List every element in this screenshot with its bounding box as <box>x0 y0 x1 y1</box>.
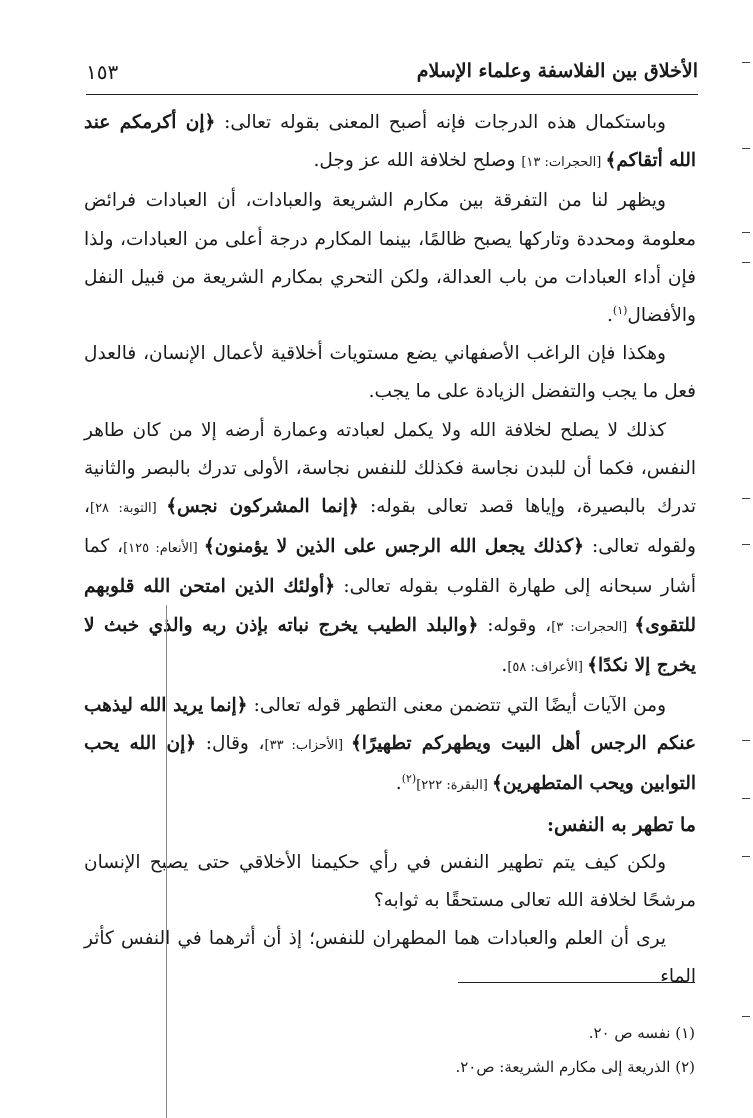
verse-reference: [الحجرات: ٣] <box>551 619 635 635</box>
paragraph <box>84 104 696 182</box>
text-run: ، وقوله: <box>478 614 552 636</box>
quran-verse: ﴿إن الله يحب التوابين ويحب المتطهرين﴾ <box>84 733 696 795</box>
verse-reference: [الأعراف: ٥٨] <box>507 659 588 675</box>
footnote-separator <box>458 982 695 983</box>
paragraph <box>84 335 696 411</box>
running-header <box>86 50 698 95</box>
text-run: ويظهر لنا من التفرقة بين مكارم الشريعة والعبادات، أن العبادات فرائض معلومة ومحددة وتاركها يصبح ظالمًا، بينما المكارم درجة أعلى من العبادات، ولذا فإن أداء العبادات من باب العدالة، ولكن التحري بمكارم الشريعة من قبيل النفل والأفضال <box>84 190 696 327</box>
verse-reference: [الأحزاب: ٣٣] <box>264 738 351 754</box>
footnote: (١) نفسه ص ٢٠. <box>588 1024 695 1042</box>
margin-tick <box>742 1016 750 1017</box>
quran-verse: ﴿إنما المشركون نجس﴾ <box>166 496 359 518</box>
footnotes <box>100 1016 695 1084</box>
paragraph <box>84 920 696 996</box>
text-run: ولكن كيف يتم تطهير النفس في رأي حكيمنا الأخلاقي حتى يصبح الإنسان مرشحًا لخلافة الله تعالى مستحقًا به ثوابه؟ <box>84 851 696 912</box>
paragraph <box>84 844 696 920</box>
quran-verse: ﴿أولئك الذين امتحن الله قلوبهم للتقوى﴾ <box>84 576 696 636</box>
verse-reference: [البقرة: ٢٢٢] <box>416 778 493 794</box>
verse-reference: [الأنعام: ١٢٥] <box>123 541 204 557</box>
text-run: يرى أن العلم والعبادات هما المطهران للنفس؛ إذ أن أثرهما في النفس كأثر الماء <box>84 928 696 988</box>
quran-verse: ﴿كذلك يجعل الله الرجس على الذين لا يؤمنون﴾ <box>203 536 585 558</box>
text-run: وصلح لخلافة الله عز وجل. <box>313 150 522 172</box>
paragraph <box>84 412 696 687</box>
paragraph <box>84 182 696 335</box>
footnote-marker: (١) <box>612 303 628 317</box>
margin-tick <box>742 798 750 799</box>
text-run: ، ولقوله تعالى: <box>84 496 696 558</box>
margin-tick <box>742 232 750 233</box>
margin-tick <box>742 856 750 857</box>
text-run: . <box>501 654 508 676</box>
text-run: وهكذا فإن الراغب الأصفهاني يضع مستويات أخلاقية لأعمال الإنسان، فالعدل فعل ما يجب والتفضل الزيادة على ما يجب. <box>84 343 696 403</box>
margin-tick <box>742 62 750 63</box>
quran-verse: ﴿إنما يريد الله ليذهب عنكم الرجس أهل البيت ويطهركم تطهيرًا﴾ <box>84 695 697 755</box>
verse-reference: [التوبة: ٢٨] <box>89 501 167 517</box>
verse-reference: [الحجرات: ١٣] <box>521 155 606 171</box>
margin-tick <box>742 148 750 149</box>
text-run: . <box>607 305 613 327</box>
text-run: . <box>395 773 402 795</box>
main-text <box>84 104 696 997</box>
text-run: وباستكمال هذه الدرجات فإنه أصبح المعنى بقوله تعالى: <box>215 112 666 133</box>
margin-tick <box>742 262 750 263</box>
text-run: ، وقال: <box>196 733 265 755</box>
text-run: ، كما أشار سبحانه إلى طهارة القلوب بقوله تعالى: <box>84 536 696 598</box>
text-run: ومن الآيات أيضًا التي تتضمن معنى التطهر قوله تعالى: <box>247 695 667 717</box>
footnote: (٢) الذريعة إلى مكارم الشريعة: ص٢٠. <box>455 1058 695 1076</box>
margin-tick <box>742 498 750 499</box>
margin-tick <box>742 740 750 741</box>
paragraph <box>84 687 696 806</box>
section-heading: ما تطهر به النفس: <box>546 813 696 836</box>
page-number: ١٥٣ <box>86 60 119 84</box>
quran-verse: ﴿والبلد الطيب يخرج نباته بإذن ربه والذي خبث لا يخرج إلا نكدًا﴾ <box>84 614 696 676</box>
running-title: الأخلاق بين الفلاسفة وعلماء الإسلام <box>416 60 698 82</box>
quran-verse: ﴿إن أكرمكم عند الله أتقاكم﴾ <box>84 112 696 172</box>
footnote-marker: (٢) <box>401 772 417 786</box>
margin-tick <box>742 544 750 545</box>
text-run: كذلك لا يصلح لخلافة الله ولا يكمل لعبادته وعمارة أرضه إلا من كان طاهر النفس، فكما أن للبدن نجاسة فكذلك للنفس نجاسة، الأولى تدرك بالبصر والثانية تدرك بالبصيرة، وإياها قصد تعالى بقوله: <box>84 419 697 518</box>
